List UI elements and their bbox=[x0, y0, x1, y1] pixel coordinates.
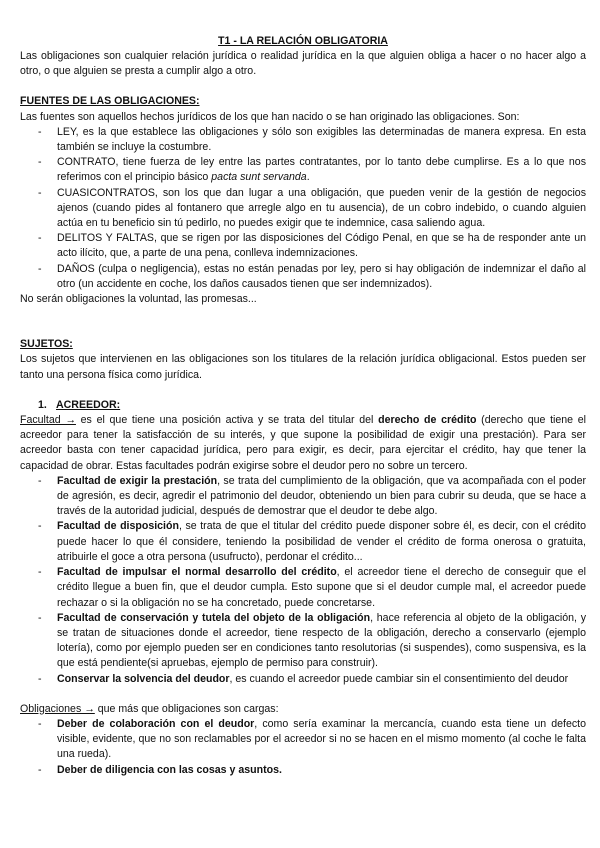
carga-item-text: , como sería examinar la mercancía, cuando esta tiene un defecto visible, evidente, que no son reclamables por el acreedor si no se hacen en el mismo momento (al coche le falta una rueda). bbox=[57, 717, 586, 761]
facultad-item bbox=[57, 474, 586, 520]
facultad-item bbox=[57, 611, 586, 672]
facultades-list bbox=[20, 474, 586, 687]
facultad-item-text: , se trata del cumplimiento de la obligación, que va acompañada con el poder de agresión, es decir, agredir el patrimonio del deudor, obteniendo un bien para cubrir su deuda, que se hace a través de la autoridad judicial, después de demostrar que el deudor te debe algo. bbox=[57, 474, 586, 518]
page-title: T1 - LA RELACIÓN OBLIGATORIA bbox=[218, 35, 388, 47]
cargas-list bbox=[20, 717, 586, 778]
carga-item bbox=[57, 763, 586, 778]
fuentes-item-delitos: - DELITOS Y FALTAS, que se rigen por las disposiciones del Código Penal, en que se ha de responder ante un acto ilícito, que, a parte de una pena, conlleva indemnizaciones. bbox=[57, 231, 586, 261]
fuentes-list bbox=[20, 125, 586, 292]
fuentes-lead: Las fuentes son aquellos hechos jurídicos de los que han nacido o se han originado las obligaciones. Son: bbox=[20, 110, 520, 123]
fuentes-closing: No serán obligaciones la voluntad, las promesas... bbox=[20, 293, 257, 306]
contrato-text: CONTRATO, tiene fuerza de ley entre las partes contratantes, por lo tanto debe cumplirse. Es a lo que nos referimos con el principio básico bbox=[57, 156, 586, 184]
contrato-end: . bbox=[306, 171, 310, 184]
facultad-item-bold: Facultad de conservación y tutela del objeto de la obligación bbox=[57, 611, 371, 624]
facultad-item-bold: Facultad de disposición bbox=[57, 520, 179, 533]
sujetos-paragraph: Los sujetos que intervienen en las obligaciones son los titulares de la relación jurídica obligacional. Estos pueden ser tanto una persona física como jurídica. bbox=[20, 353, 586, 381]
facultad-text-a: es el que tiene una posición activa y se trata del titular del bbox=[75, 414, 379, 427]
facultad-item-text: , es cuando el acreedor puede cambiar sin el consentimiento del deudor bbox=[229, 672, 569, 685]
facultad-item-bold: Conservar la solvencia del deudor bbox=[57, 672, 230, 685]
obligaciones-text: que más que obligaciones son cargas: bbox=[94, 702, 279, 715]
fuentes-item-cuasicontratos: - CUASICONTRATOS, son los que dan lugar a una obligación, que pueden venir de la gestión de negocios ajenos (cuando pides al fontanero que arregle algo en tu ausencia), de un cobro indebido, o cuando alguien actúa en tu beneficio sin tú pedirlo, no puedes exigir que te indemnice, casa saliendo agua. bbox=[57, 186, 586, 232]
fuentes-item-ley: - LEY, es la que establece las obligaciones y sólo son exigibles las determinadas de manera expresa. En esta también se incluye la costumbre. bbox=[57, 125, 586, 155]
facultad-item bbox=[57, 672, 586, 687]
facultad-item-bold: Facultad de impulsar el normal desarrollo del crédito bbox=[57, 566, 337, 579]
intro-paragraph: Las obligaciones son cualquier relación jurídica o realidad jurídica en la que alguien obliga a hacer o no hacer algo a otro, o que alguien se presta a cumplir algo a otro. bbox=[20, 50, 586, 78]
carga-item-bold: Deber de diligencia con las cosas y asuntos. bbox=[57, 763, 282, 776]
carga-item bbox=[57, 717, 586, 763]
fuentes-item-danos: - DAÑOS (culpa o negligencia), estas no están penadas por ley, pero si hay obligación de indemnizar el daño al otro (un accidente en coche, los daños causados tienen que ser indemnizados). bbox=[57, 262, 586, 292]
facultad-item-text: , se trata de que el titular del crédito puede disponer sobre él, es decir, con el crédito puede hacer lo que él considere, teniendo la posibilidad de vender el crédito de forma onerosa o gratuita, atribuirle el goce a otra persona (usufructo), perdonar el crédito... bbox=[57, 520, 586, 563]
contrato-italic: pacta sunt servanda bbox=[211, 171, 307, 184]
facultad-item-text: , el acreedor tiene el derecho de conseguir que el crédito llegue a buen fin, que el deudor cumpla. Esto supone que si el deudor cumple mal, el acreedor puede rechazar o si la obligación no se ha concretado, puede concretarse. bbox=[57, 566, 586, 609]
document-page bbox=[20, 34, 586, 778]
facultad-bold: derecho de crédito bbox=[378, 414, 477, 427]
facultad-label: Facultad → bbox=[20, 414, 76, 427]
fuentes-item-contrato bbox=[57, 155, 586, 185]
obligaciones-label: Obligaciones → bbox=[20, 702, 95, 715]
acreedor-number: 1. bbox=[38, 398, 47, 411]
fuentes-heading: FUENTES DE LAS OBLIGACIONES: bbox=[20, 95, 200, 108]
facultad-item-bold: Facultad de exigir la prestación bbox=[57, 474, 218, 487]
facultad-item-text: , hace referencia al objeto de la obligación, y se tratan de situaciones donde el acreedor, tiene respecto de la obligación, derecho a conservarlo (ejemplo lotería), como por ejemplo pueden ser en condiciones tanto resolutorias (si suspendes), como suspensiva, es la que está pendiente(si apruebas, ejemplo de permiso para construir). bbox=[57, 611, 587, 670]
facultad-item bbox=[57, 565, 586, 611]
sujetos-heading: SUJETOS: bbox=[20, 338, 73, 351]
carga-item-bold: Deber de colaboración con el deudor bbox=[57, 717, 255, 730]
acreedor-heading bbox=[20, 398, 586, 413]
facultad-paragraph bbox=[20, 413, 586, 474]
acreedor-title: ACREEDOR: bbox=[56, 398, 121, 411]
facultad-text-b: (derecho que tiene el acreedor para tener la satisfacción de su interés, y que supone la posibilidad de exigir una prestación). Para ser acreedor basta con tener capacidad jurídica, pero para exigir, es decir, para ejercitar el crédito, hay que tener la capacidad de obrar. Estas facultades podrán exigirse sobre el deudor pero no sobre un tercero. bbox=[20, 414, 587, 472]
facultad-item bbox=[57, 519, 586, 565]
obligaciones-paragraph bbox=[20, 702, 586, 717]
